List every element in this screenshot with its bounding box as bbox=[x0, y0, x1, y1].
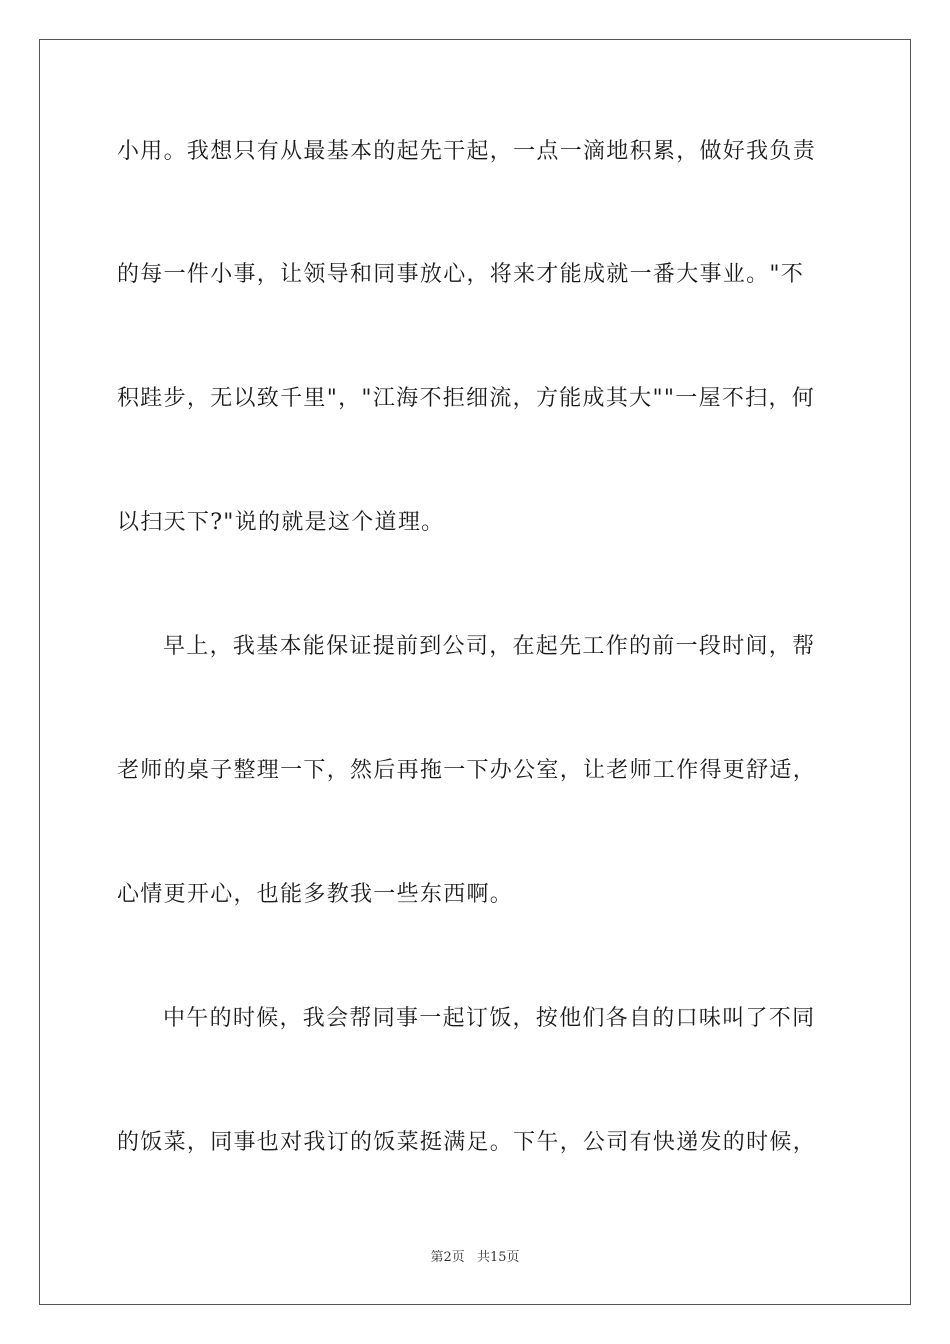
text-line-5: 早上，我基本能保证提前到公司，在起先工作的前一段时间，帮 bbox=[163, 634, 816, 659]
page-number-total: 共15页 bbox=[476, 1250, 520, 1265]
text-line-7: 心情更开心，也能多教我一些东西啊。 bbox=[117, 882, 514, 907]
text-line-8: 中午的时候，我会帮同事一起订饭，按他们各自的口味叫了不同 bbox=[163, 1006, 816, 1031]
text-line-3: 积跬步，无以致千里"，"江海不拒细流，方能成其大""一屋不扫，何 bbox=[117, 386, 816, 411]
page-number-current: 第2页 bbox=[430, 1250, 465, 1265]
text-line-9: 的饭菜，同事也对我订的饭菜挺满足。下午，公司有快递发的时候， bbox=[117, 1130, 817, 1155]
page-border bbox=[39, 39, 911, 1305]
text-line-1: 小用。我想只有从最基本的起先干起，一点一滴地积累，做好我负责 bbox=[117, 139, 817, 164]
page-footer bbox=[0, 1246, 950, 1265]
text-line-4: 以扫天下?"说的就是这个道理。 bbox=[117, 510, 445, 535]
text-line-6: 老师的桌子整理一下，然后再拖一下办公室，让老师工作得更舒适， bbox=[117, 758, 817, 783]
text-line-2: 的每一件小事，让领导和同事放心，将来才能成就一番大事业。"不 bbox=[117, 262, 805, 287]
